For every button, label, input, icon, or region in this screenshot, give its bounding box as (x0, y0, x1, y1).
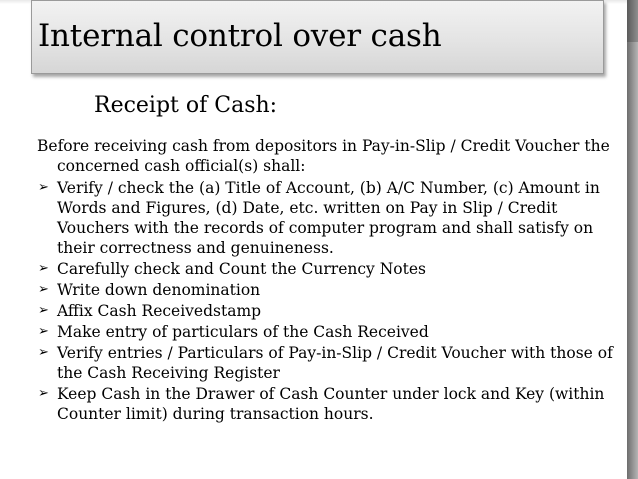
bullet-text: Affix Cash Receivedstamp (57, 302, 262, 320)
bullet-text: Verify / check the (a) Title of Account, (b) A/C Number, (c) Amount in Words and Figures, (d) Date, etc. written on Pay in Slip / Credit Vouchers with the records of computer program and shall satisfy on their correctness and genuineness. (57, 179, 600, 257)
bullet-text: Keep Cash in the Drawer of Cash Counter under lock and Key (within Counter limit) during transaction hours. (57, 385, 605, 423)
arrow-bullet-icon: ➢ (38, 282, 49, 297)
bullet-item (37, 259, 617, 279)
bullet-item (37, 343, 617, 383)
bullet-text: Carefully check and Count the Currency Notes (57, 260, 426, 278)
bullet-item (37, 301, 617, 321)
arrow-bullet-icon: ➢ (38, 261, 49, 276)
bullet-item (37, 280, 617, 300)
arrow-bullet-icon: ➢ (38, 324, 49, 339)
slide-body (37, 136, 617, 425)
bullet-item (37, 322, 617, 342)
arrow-bullet-icon: ➢ (38, 180, 49, 195)
bullet-item (37, 384, 617, 424)
bullet-text: Verify entries / Particulars of Pay-in-Slip / Credit Voucher with those of the Cash Receiving Register (57, 344, 613, 382)
right-strip-accent (627, 0, 638, 42)
arrow-bullet-icon: ➢ (38, 386, 49, 401)
bullet-item (37, 178, 617, 258)
arrow-bullet-icon: ➢ (38, 345, 49, 360)
arrow-bullet-icon: ➢ (38, 303, 49, 318)
bullet-list (37, 178, 617, 424)
title-box (31, 0, 604, 74)
bullet-text: Make entry of particulars of the Cash Received (57, 323, 429, 341)
slide-title: Internal control over cash (38, 18, 442, 54)
intro-paragraph: Before receiving cash from depositors in Pay-in-Slip / Credit Voucher the concerned cash official(s) shall: (37, 137, 610, 175)
right-decoration-strip (627, 0, 638, 479)
bullet-text: Write down denomination (57, 281, 261, 299)
slide-subtitle: Receipt of Cash: (94, 93, 278, 118)
